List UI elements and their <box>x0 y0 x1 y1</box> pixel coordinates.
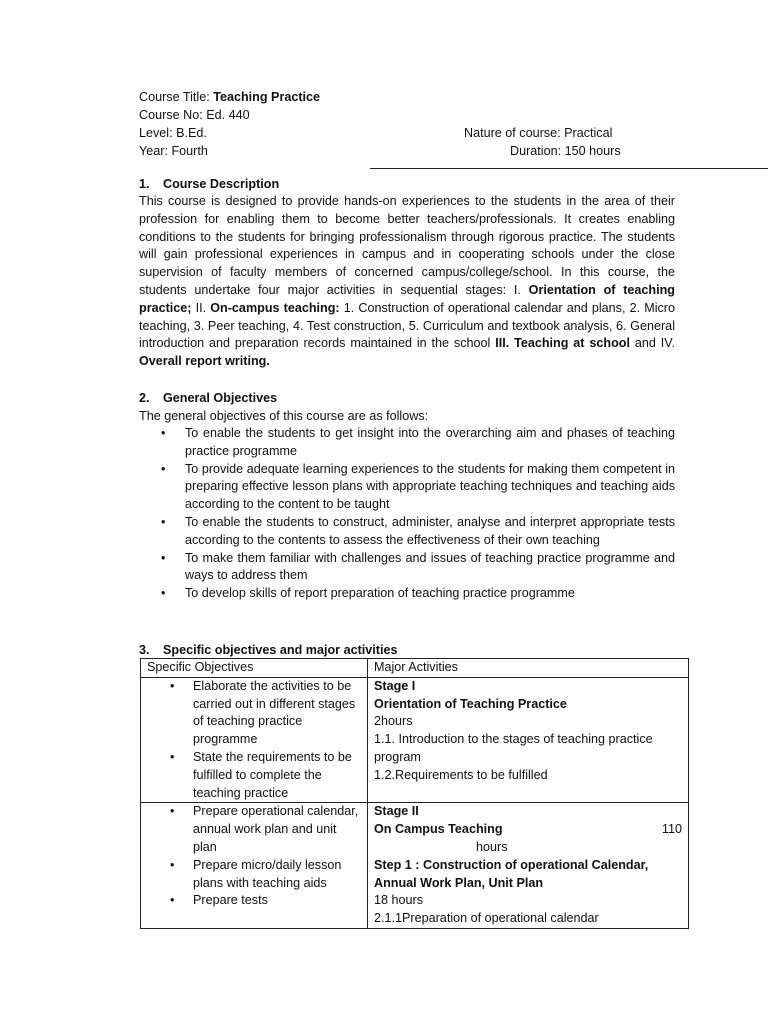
objective-text: Prepare micro/daily lesson plans with teaching aids <box>193 857 342 890</box>
row2-objectives-list <box>147 803 361 910</box>
list-item <box>139 514 675 550</box>
description-bold-orientation: Orientation of teaching practice; <box>139 282 675 315</box>
objective-text: To enable the students to construct, administer, analyse and interpret appropriate tests according to the contents to assess the effectiveness of their own teaching <box>185 514 675 547</box>
activity-item: 1.2.Requirements to be fulfilled <box>374 767 548 782</box>
table-row <box>141 677 689 803</box>
objectives-activities-table <box>140 658 689 929</box>
description-part-c: 1. Construction of operational calendar and plans, 2. Micro teaching, 3. Peer teaching, 4. Test construction, 5. Curriculum and textbook analysis, 6. General introduction and preparation records maintained in the school <box>139 300 675 351</box>
activity-item: 1.1. Introduction to the stages of teaching practice program <box>374 732 653 764</box>
objective-text: Elaborate the activities to be carried out in different stages of teaching practice programme <box>193 678 356 747</box>
section-3-title: Specific objectives and major activities <box>163 643 398 657</box>
step-hours: 18 hours <box>374 893 424 908</box>
step-title: Step 1 : Construction of operational Calendar, Annual Work Plan, Unit Plan <box>374 857 649 890</box>
stage-hours-unit: hours <box>476 839 508 854</box>
course-number: Course No: Ed. 440 <box>139 108 250 122</box>
table-row <box>141 803 689 929</box>
bullet-icon: • <box>170 749 175 764</box>
section-3-number: 3. <box>139 643 150 657</box>
section-2-number: 2. <box>139 391 150 405</box>
stage-title-row <box>374 821 682 839</box>
objective-text: State the requirements to be fulfilled to complete the teaching practice <box>193 749 352 800</box>
course-duration: Duration: 150 hours <box>510 144 621 158</box>
course-title-label: Course Title: <box>139 90 214 104</box>
course-year: Year: Fourth <box>139 144 208 158</box>
bullet-icon: • <box>161 426 166 440</box>
col-header-activities: Major Activities <box>368 659 689 678</box>
section-2-title: General Objectives <box>163 391 278 405</box>
objectives-intro: The general objectives of this course are as follows: <box>139 409 429 423</box>
list-item <box>139 585 675 603</box>
description-part-a: This course is designed to provide hands-on experiences to the students in the area of their profession for enabling them to become better teachers/professionals. It creates enabling conditions to the students for bringing professionalism through rigorous practice. The students will gain professional experiences in campus and in cooperating schools under the close supervision of faculty members of concerned campus/college/school. In this course, the students undertake four major activities in sequential stages: I. <box>139 194 675 297</box>
description-part-b: II. <box>191 300 211 315</box>
row2-activities-cell <box>368 803 689 929</box>
section-1-heading <box>139 175 279 193</box>
row1-activities-cell <box>368 677 689 803</box>
general-objectives-list <box>139 425 675 603</box>
objective-text: Prepare tests <box>193 893 268 908</box>
section-3-heading <box>139 641 397 659</box>
list-item <box>139 550 675 586</box>
list-item <box>147 678 361 749</box>
bullet-icon: • <box>161 461 166 476</box>
objective-text: To develop skills of report preparation of teaching practice programme <box>185 586 575 601</box>
col-header-objectives <box>141 659 368 678</box>
bullet-icon: • <box>170 804 175 819</box>
course-nature: Nature of course: Practical <box>464 126 613 140</box>
list-item <box>147 892 361 910</box>
objective-text: To provide adequate learning experiences to the students for making them competent in preparing effective lesson plans with appropriate teaching techniques and teaching aids according to the content to be taught <box>185 461 675 512</box>
stage-label: Stage I <box>374 678 416 693</box>
bullet-icon: • <box>161 514 166 529</box>
list-item <box>139 461 675 514</box>
course-description-text <box>139 193 675 371</box>
bullet-icon: • <box>161 586 166 601</box>
stage-title: On Campus Teaching <box>374 822 503 837</box>
stage-title: Orientation of Teaching Practice <box>374 696 567 711</box>
objective-text: To enable the students to get insight into the overarching aim and phases of teaching practice programme <box>185 426 675 458</box>
description-bold-school: III. Teaching at school <box>495 336 630 351</box>
stage-hours: 2hours <box>374 714 413 729</box>
list-item <box>147 857 361 893</box>
row2-objectives-cell <box>141 803 368 929</box>
row1-objectives-list <box>147 678 361 803</box>
stage-hours-number: 110 <box>661 822 682 837</box>
description-bold-on-campus: On-campus teaching: <box>210 300 340 315</box>
activity-item: 2.1.1Preparation of operational calendar <box>374 911 599 926</box>
header-divider <box>370 168 768 169</box>
objective-text: To make them familiar with challenges and issues of teaching practice programme and ways to address them <box>185 550 675 583</box>
course-title-value: Teaching Practice <box>213 90 321 104</box>
description-part-d: and IV. <box>629 336 675 351</box>
objective-text: Prepare operational calendar, annual work plan and unit plan <box>193 804 359 854</box>
description-bold-report: Overall report writing. <box>139 354 270 369</box>
table-header-row <box>141 659 689 678</box>
list-item <box>139 425 675 461</box>
course-title <box>139 88 320 106</box>
list-item <box>147 749 361 802</box>
section-2-heading <box>139 389 277 407</box>
stage-label: Stage II <box>374 804 419 819</box>
list-item <box>147 803 361 856</box>
bullet-icon: • <box>161 550 166 565</box>
col-header-objectives-label: Specific Objectives <box>147 660 254 674</box>
bullet-icon: • <box>170 678 175 693</box>
section-1-number: 1. <box>139 177 150 191</box>
row1-objectives-cell <box>141 677 368 803</box>
section-1-title: Course Description <box>163 177 280 191</box>
course-level: Level: B.Ed. <box>139 126 207 140</box>
bullet-icon: • <box>170 893 175 908</box>
bullet-icon: • <box>170 857 175 872</box>
